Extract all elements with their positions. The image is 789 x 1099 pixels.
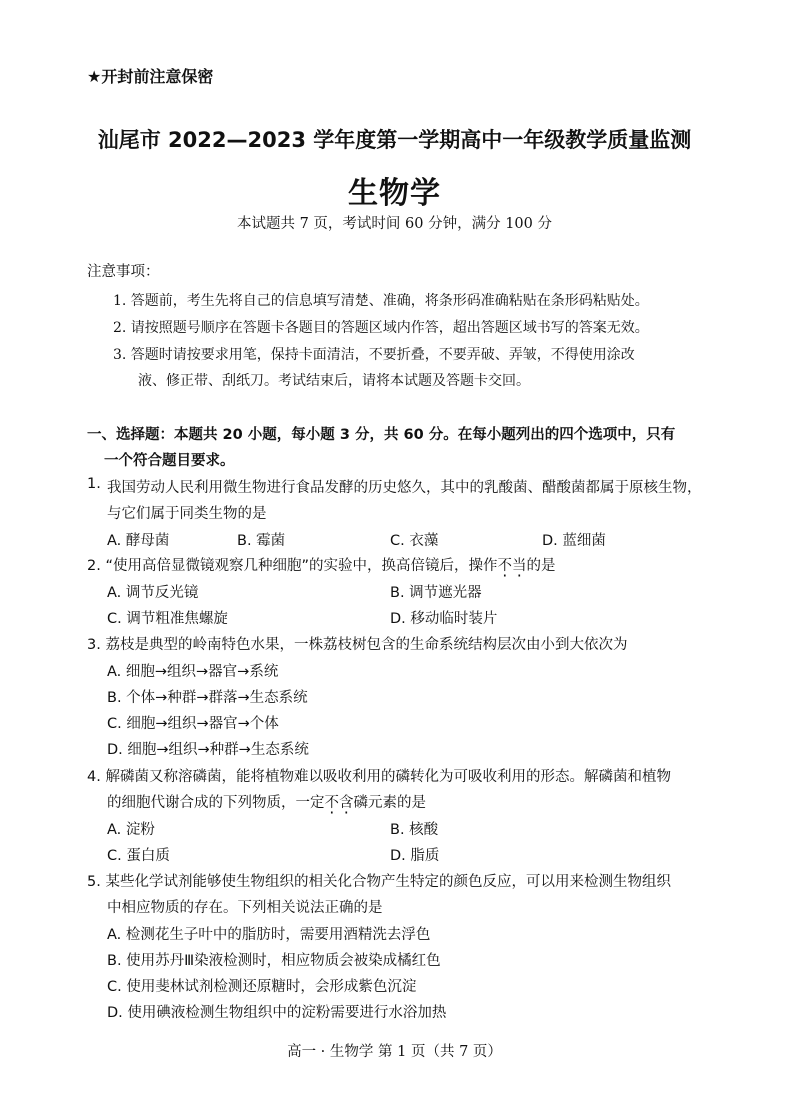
q4-stem-line2 bbox=[107, 791, 426, 812]
q3-option-c: C. 细胞→组织→器官→个体 bbox=[107, 716, 279, 732]
exam-info: 本试题共 7 页，考试时间 60 分钟，满分 100 分 bbox=[236, 216, 552, 232]
subject-title: 生物学 bbox=[348, 176, 441, 211]
q2-option-b: B. 调节遮光器 bbox=[390, 585, 482, 601]
q4-stem-line1: 4. 解磷菌又称溶磷菌，能将植物难以吸收利用的磷转化为可吸收利用的形态。解磷菌和植物 bbox=[87, 769, 671, 785]
q5-option-b: B. 使用苏丹Ⅲ染液检测时，相应物质会被染成橘红色 bbox=[107, 953, 441, 969]
notice-heading: 注意事项： bbox=[87, 264, 160, 280]
q1-stem-line2: 与它们属于同类生物的是 bbox=[107, 506, 267, 522]
q4-emphasis-2: 含 bbox=[339, 795, 354, 811]
q4-stem-text-b: 磷元素的是 bbox=[353, 795, 426, 811]
notice-item-3-cont: 液、修正带、刮纸刀。考试结束后，请将本试题及答题卡交回。 bbox=[138, 373, 530, 389]
q2-option-a: A. 调节反光镜 bbox=[107, 585, 199, 601]
notice-item-2: 2. 请按照题号顺序在答题卡各题目的答题区域内作答，超出答题区域书写的答案无效。 bbox=[113, 320, 649, 336]
page-footer: 高一 · 生物学 第 1 页（共 7 页） bbox=[287, 1044, 502, 1060]
q3-stem: 3. 荔枝是典型的岭南特色水果，一株荔枝树包含的生命系统结构层次由小到大依次为 bbox=[87, 637, 628, 653]
notice-item-1: 1. 答题前，考生先将自己的信息填写清楚、准确，将条形码准确粘贴在条形码粘贴处。 bbox=[113, 293, 649, 309]
section-heading-cont: 一个符合题目要求。 bbox=[104, 453, 235, 469]
q5-option-c: C. 使用斐林试剂检测还原糖时，会形成紫色沉淀 bbox=[107, 979, 417, 995]
q4-stem-text-a: 的细胞代谢合成的下列物质，一定 bbox=[107, 795, 325, 811]
q4-emphasis-1: 不 bbox=[324, 795, 339, 811]
section-heading: 一、选择题：本题共 20 小题，每小题 3 分，共 60 分。在每小题列出的四个选项中，只有 bbox=[87, 427, 676, 443]
q4-option-d: D. 脂质 bbox=[390, 848, 440, 864]
q5-stem-line1: 5. 某些化学试剂能够使生物组织的相关化合物产生特定的颜色反应，可以用来检测生物组织 bbox=[87, 874, 671, 890]
q2-emphasis-1: 不 bbox=[497, 558, 512, 574]
q2-option-d: D. 移动临时装片 bbox=[390, 611, 498, 627]
q1-option-a: A. 酵母菌 bbox=[107, 533, 170, 549]
q3-option-d: D. 细胞→组织→种群→生态系统 bbox=[107, 742, 309, 758]
q1-option-d: D. 蓝细菌 bbox=[542, 533, 606, 549]
q4-option-a: A. 淀粉 bbox=[107, 822, 155, 838]
q2-emphasis-2: 当 bbox=[511, 558, 527, 574]
q3-option-b: B. 个体→种群→群落→生态系统 bbox=[107, 690, 308, 706]
q3-option-a: A. 细胞→组织→器官→系统 bbox=[107, 664, 279, 680]
q2-option-c: C. 调节粗准焦螺旋 bbox=[107, 611, 228, 627]
q2-number: 2. bbox=[87, 558, 101, 574]
q4-option-c: C. 蛋白质 bbox=[107, 848, 170, 864]
q2-stem bbox=[87, 554, 555, 575]
q5-stem-line2: 中相应物质的存在。下列相关说法正确的是 bbox=[107, 900, 383, 916]
notice-item-3: 3. 答题时请按要求用笔，保持卡面清洁，不要折叠，不要弄破、弄皱，不得使用涂改 bbox=[113, 347, 635, 363]
q1-option-c: C. 衣藻 bbox=[390, 533, 439, 549]
q1-stem-line1: 我国劳动人民利用微生物进行食品发酵的历史悠久，其中的乳酸菌、醋酸菌都属于原核生物， bbox=[107, 480, 702, 496]
q4-option-b: B. 核酸 bbox=[390, 822, 439, 838]
confidential-mark: ★开封前注意保密 bbox=[87, 67, 214, 86]
q1-option-b: B. 霉菌 bbox=[237, 533, 286, 549]
q2-stem-text-b: 的是 bbox=[526, 558, 556, 574]
q5-option-a: A. 检测花生子叶中的脂肪时，需要用酒精洗去浮色 bbox=[107, 927, 431, 943]
q5-option-d: D. 使用碘液检测生物组织中的淀粉需要进行水浴加热 bbox=[107, 1005, 447, 1021]
q2-stem-text-a: “使用高倍显微镜观察几种细胞”的实验中，换高倍镜后，操作 bbox=[105, 558, 498, 574]
exam-title: 汕尾市 2022—2023 学年度第一学期高中一年级教学质量监测 bbox=[97, 128, 692, 152]
question-number: 1. bbox=[87, 476, 101, 492]
